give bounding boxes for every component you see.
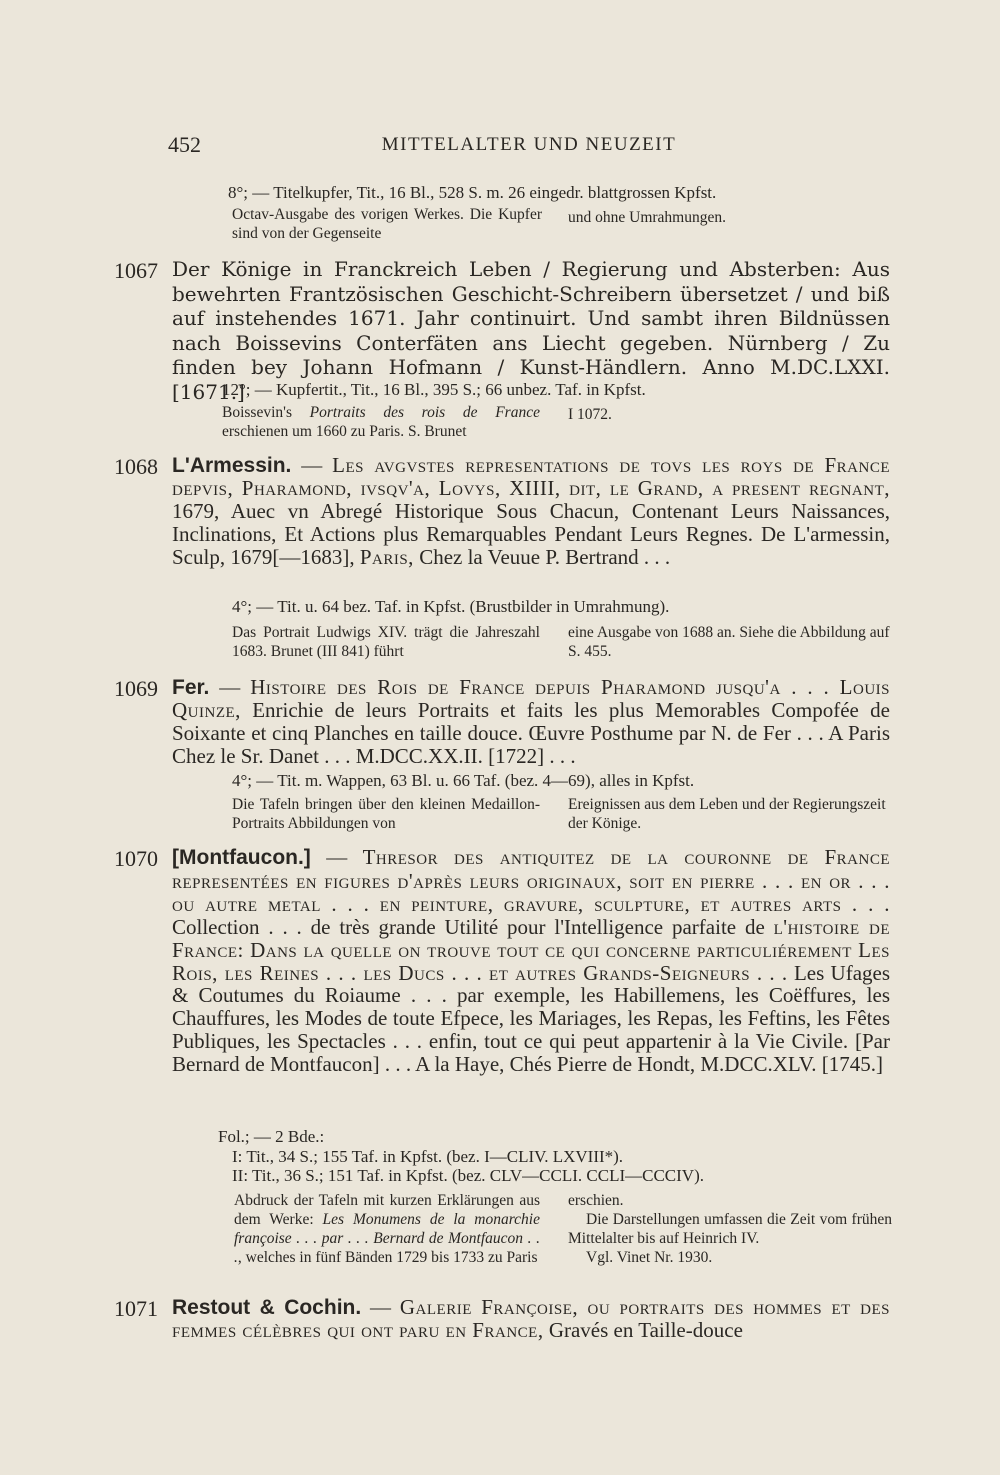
running-header: [168, 132, 890, 162]
note-left: Boissevin's Portraits des rois de France erschienen um 1660 zu Paris. S. Brunet: [222, 404, 540, 440]
note-right: und ohne Umrahmungen.: [568, 209, 726, 226]
note-left: Die Tafeln bringen über den kleinen Medaillon-Portraits Abbildungen von: [232, 796, 540, 832]
entry-number: 1070: [114, 846, 158, 871]
collation-line: 4°; — Tit. m. Wappen, 63 Bl. u. 66 Taf. (bez. 4—69), alles in Kpfst.: [232, 771, 695, 790]
entry-title: Der Könige in Franckreich Leben / Regierung und Absterben: Aus bewehrten Frantzösischen Geschicht-Schreibern übersetzet / und biß auf instehendes 1671. Jahr continuirt. Und sambt ihren Bildnüssen nach Boissevins Conterfäten ans Liecht gegeben. Nürnberg / Zu finden bey Johann Hofmann / Kunst-Händlern. Anno M.DC.LXXI. [1671.]: [172, 257, 890, 404]
entry-number: 1071: [114, 1296, 158, 1321]
note-right: Ereignissen aus dem Leben und der Regierungszeit der Könige.: [568, 796, 886, 832]
collation-line: II: Tit., 36 S.; 151 Taf. in Kpfst. (bez. CLV—CCLI. CCLI—CCCIV).: [232, 1166, 704, 1185]
collation-line: 8°; — Titelkupfer, Tit., 16 Bl., 528 S. m. 26 eingedr. blattgrossen Kpfst.: [228, 183, 717, 202]
running-title: MITTELALTER UND NEUZEIT: [381, 134, 677, 155]
entry-title: [Montfaucon.] — Thresor des antiquitez de la couronne de France representées en figures d'après leurs originaux, soit en pierre . . . en or . . . ou autre metal . . . en peinture, gravure, sculpture, et autres arts . . . Collection . . . de très grande Utilité pour l'Intelligence parfaite de l'histoire de France: Dans la quelle on trouve tout ce qui concerne particuliérement Les Rois, les Reines . . . les Ducs . . . et autres Grands-Seigneurs . . . Les Ufages & Coutumes du Roiaume . . . par exemple, les Habillemens, les Coëffures, les Chauffures, les Modes de toute Efpece, les Mariages, les Repas, les Feftins, les Fêtes Publiques, les Spectacles . . . enfin, tout ce qui peut appartenir à la Vie Civile. [Par Bernard de Montfaucon] . . . A la Haye, Chés Pierre de Hondt, M.DCC.XLV. [1745.]: [172, 845, 891, 1077]
collation-line: 4°; — Tit. u. 64 bez. Taf. in Kpfst. (Brustbilder in Umrahmung).: [232, 597, 670, 616]
entry-author: [Montfaucon.]: [172, 846, 311, 869]
entry-author: Restout & Cochin.: [172, 1296, 362, 1319]
collation-line: I: Tit., 34 S.; 155 Taf. in Kpfst. (bez. I—CLIV. LXVIII*).: [232, 1147, 624, 1166]
entry-title: L'Armessin. — Les avgvstes representations de tovs les roys de France depvis, Pharamond, ivsqv'a, Lovys, XIIII, dit, le Grand, a present regnant, 1679, Auec vn Abregé Historique Sous Chacun, Contenant Leurs Naissances, Inclinations, Et Actions plus Remarquables Pendant Leurs Regnes. De L'armessin, Sculp, 1679[—1683], Paris, Chez la Veuue P. Bertrand . . .: [172, 453, 890, 569]
entry-title: Restout & Cochin. — Galerie Françoise, ou portraits des hommes et des femmes célèbres qui ont paru en France, Gravés en Taille-douce: [172, 1295, 890, 1342]
note-right: erschien. Die Darstellungen umfassen die Zeit vom frühen Mittelalter bis auf Heinrich IV. Vgl. Vinet Nr. 1930.: [568, 1192, 892, 1266]
entry-number: 1067: [114, 258, 158, 283]
note-left: Octav-Ausgabe des vorigen Werkes. Die Kupfer sind von der Gegenseite: [232, 206, 542, 242]
entry-author: Fer.: [172, 676, 210, 699]
note-left: Abdruck der Tafeln mit kurzen Erklärungen aus dem Werke: Les Monumens de la monarchie françoise . . . par . . . Bernard de Montfaucon . . ., welches in fünf Bänden 1729 bis 1733 zu Paris: [234, 1192, 540, 1266]
page-number: 452: [168, 132, 201, 157]
entry-number: 1069: [114, 676, 158, 701]
entry-author: L'Armessin.: [172, 454, 292, 477]
note-right: eine Ausgabe von 1688 an. Siehe die Abbildung auf S. 455.: [568, 624, 890, 660]
collation-line: Fol.; — 2 Bde.:: [218, 1127, 325, 1146]
collation-line: 12°; — Kupfertit., Tit., 16 Bl., 395 S.; 66 unbez. Taf. in Kpfst.: [222, 380, 646, 399]
note-left: Das Portrait Ludwigs XIV. trägt die Jahreszahl 1683. Brunet (III 841) führt: [232, 624, 540, 660]
note-right: I 1072.: [568, 406, 612, 423]
entry-title: Fer. — Histoire des Rois de France depuis Pharamond jusqu'a . . . Louis Quinze, Enrichie de leurs Portraits et faits les plus Memorables Compofée de Soixante et cinq Planches en taille douce. Œuvre Posthume par N. de Fer . . . A Paris Chez le Sr. Danet . . . M.DCC.XX.II. [1722] . . .: [172, 675, 890, 768]
entry-number: 1068: [114, 454, 158, 479]
